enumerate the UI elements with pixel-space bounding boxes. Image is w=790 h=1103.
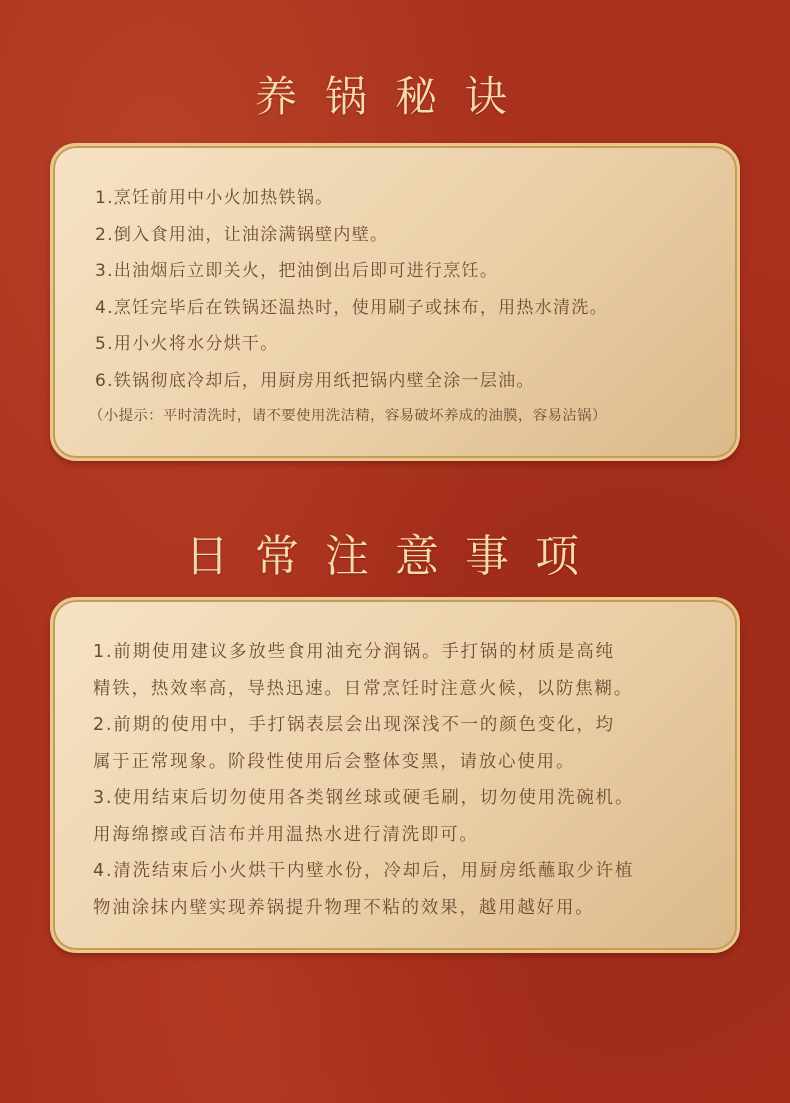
- pot-care-title: 养锅秘诀: [254, 72, 535, 121]
- daily-notes-title: 日常注意事项: [185, 531, 605, 582]
- pot-care-step: 4.烹饪完毕后在铁锅还温热时，使用刷子或抹布，用热水清洗。: [95, 297, 608, 318]
- pot-care-step: 2.倒入食用油，让油涂满锅壁内壁。: [95, 224, 389, 245]
- daily-note-line: 2.前期的使用中，手打锅表层会出现深浅不一的颜色变化，均: [93, 715, 615, 735]
- pot-care-tip: （小提示：平时清洗时，请不要使用洗洁精，容易破坏养成的油膜，容易沾锅）: [89, 408, 607, 424]
- daily-note-line: 3.使用结束后切勿使用各类钢丝球或硬毛刷，切勿使用洗碗机。: [93, 788, 635, 808]
- daily-note-line: 属于正常现象。阶段性使用后会整体变黑，请放心使用。: [93, 751, 576, 772]
- pot-care-step: 5.用小火将水分烘干。: [95, 334, 279, 354]
- pot-care-step: 1.烹饪前用中小火加热铁锅。: [95, 188, 334, 208]
- pot-care-step: 6.铁锅彻底冷却后，用厨房用纸把锅内壁全涂一层油。: [95, 370, 535, 391]
- daily-note-line: 精铁，热效率高，导热迅速。日常烹饪时注意火候，以防焦糊。: [93, 678, 634, 699]
- pot-care-card: [50, 143, 740, 461]
- daily-note-line: 1.前期使用建议多放些食用油充分润锅。手打锅的材质是高纯: [93, 642, 615, 662]
- daily-note-line: 物油涂抹内壁实现养锅提升物理不粘的效果，越用越好用。: [93, 897, 595, 918]
- pot-care-step: 3.出油烟后立即关火，把油倒出后即可进行烹饪。: [95, 261, 499, 281]
- daily-note-line: 4.清洗结束后小火烘干内壁水份，冷却后，用厨房纸蘸取少许植: [93, 861, 635, 881]
- daily-note-line: 用海绵擦或百洁布并用温热水进行清洗即可。: [93, 824, 479, 845]
- daily-notes-card: [50, 597, 740, 953]
